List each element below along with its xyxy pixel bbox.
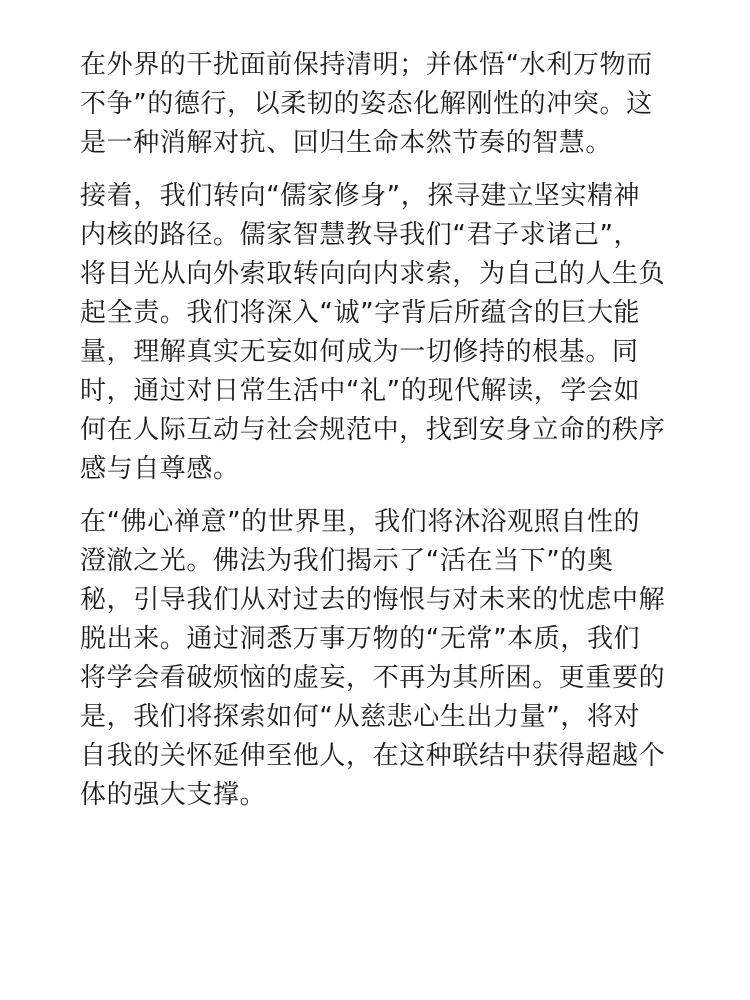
text-line: 脱出来。通过洞悉万事万物的“无常”本质，我们 [80, 624, 641, 654]
text-line: 体的强大支撑。 [80, 780, 267, 810]
text-line: 时，通过对日常生活中“礼”的现代解读，学会如 [80, 376, 641, 406]
text-line: 澄澈之光。佛法为我们揭示了“活在当下”的奥 [80, 546, 614, 576]
text-line: 内核的路径。儒家智慧教导我们“君子求诸己”， [80, 220, 641, 250]
text-line: 量，理解真实无妄如何成为一切修持的根基。同 [80, 337, 639, 367]
text-line: 将目光从向外索取转向向内求索，为自己的人生负 [80, 259, 666, 289]
text-line: 将学会看破烦恼的虚妄，不再为其所困。更重要的 [80, 663, 666, 693]
text-line: 何在人际互动与社会规范中，找到安身立命的秩序 [80, 415, 666, 445]
text-line: 起全责。我们将深入“诚”字背后所蕴含的巨大能 [80, 298, 641, 328]
text-line: 秘，引导我们从对过去的悔恨与对未来的忧虑中解 [80, 585, 666, 615]
text-line: 自我的关怀延伸至他人，在这种联结中获得超越个 [80, 741, 666, 771]
paragraph-buddhist [80, 503, 680, 815]
text-line: 不争”的德行，以柔韧的姿态化解刚性的冲突。这 [80, 89, 653, 119]
text-line: 感与自尊感。 [80, 454, 240, 484]
text-line: 接着，我们转向“儒家修身”，探寻建立坚实精神 [80, 181, 641, 211]
text-line: 在“佛心禅意”的世界里，我们将沐浴观照自性的 [80, 507, 641, 537]
paragraph-confucian [80, 177, 680, 489]
paragraph-intro [80, 46, 680, 163]
text-line: 是，我们将探索如何“从慈悲心生出力量”，将对 [80, 702, 641, 732]
text-line: 是一种消解对抗、回归生命本然节奏的智慧。 [80, 128, 613, 158]
text-line: 在外界的干扰面前保持清明；并体悟“水利万物而 [80, 50, 653, 80]
